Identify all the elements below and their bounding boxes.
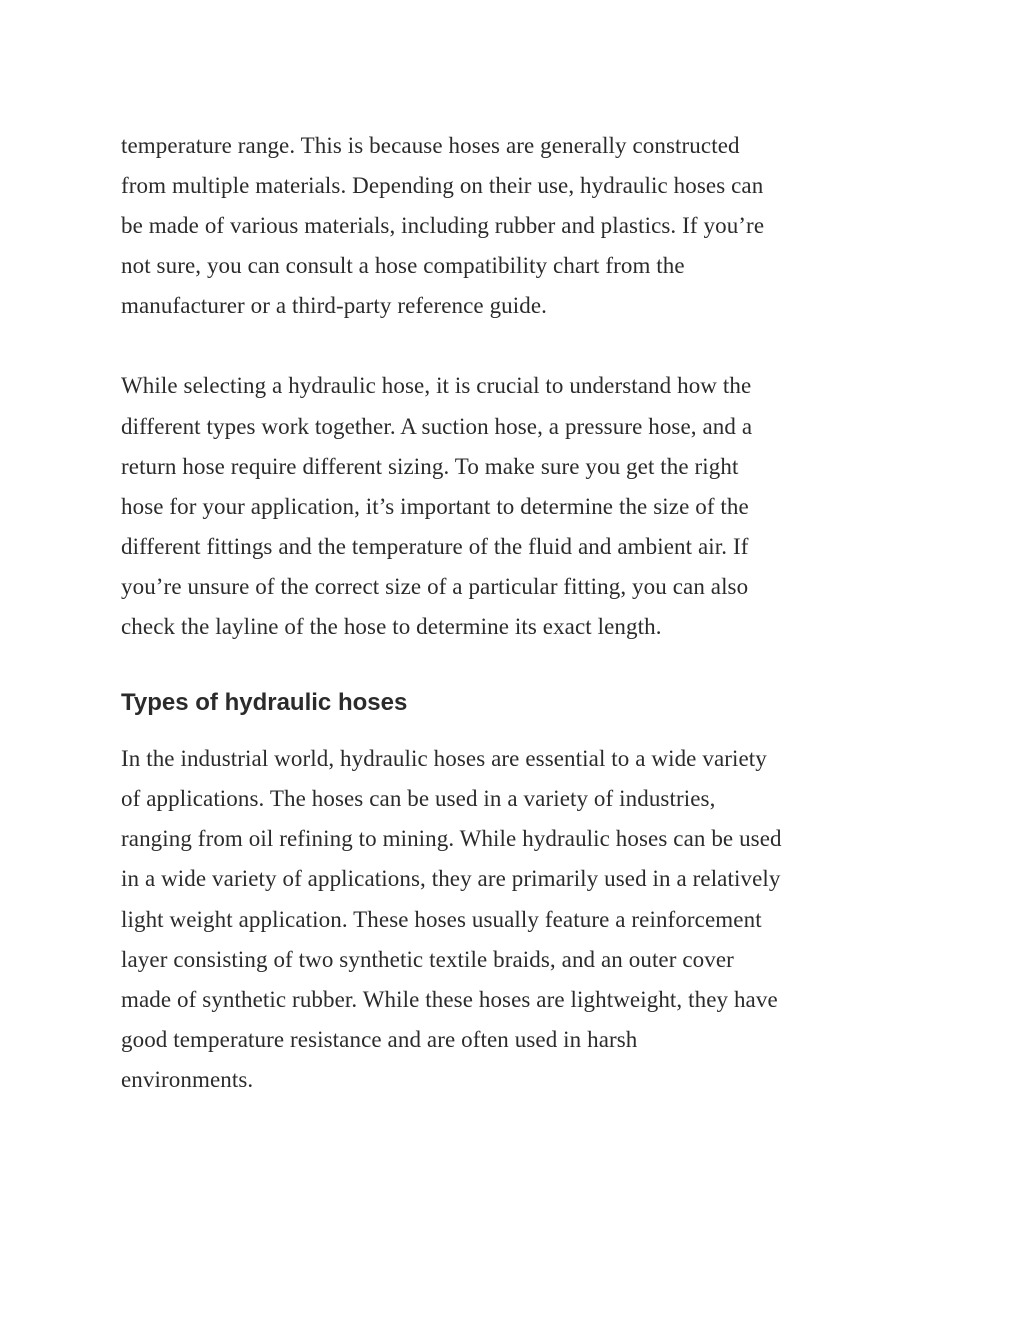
- text-line: check the layline of the hose to determine its exact length.: [121, 614, 662, 640]
- text-line: manufacturer or a third-party reference guide.: [121, 293, 548, 319]
- text-line: layer consisting of two synthetic textile braids, and an outer cover: [121, 946, 734, 972]
- text-line: not sure, you can consult a hose compatibility chart from the: [121, 253, 685, 279]
- text-line: different types work together. A suction hose, a pressure hose, and a: [121, 413, 753, 439]
- text-line: from multiple materials. Depending on their use, hydraulic hoses can: [121, 173, 764, 199]
- text-line: ranging from oil refining to mining. While hydraulic hoses can be used: [121, 826, 782, 852]
- text-line: In the industrial world, hydraulic hoses are essential to a wide variety: [121, 746, 767, 772]
- section-heading: Types of hydraulic hoses: [121, 689, 408, 717]
- text-line: be made of various materials, including rubber and plastics. If you’re: [121, 213, 765, 239]
- paragraph-spacer: [121, 326, 911, 366]
- text-line: you’re unsure of the correct size of a particular fitting, you can also: [121, 573, 749, 599]
- text-line: While selecting a hydraulic hose, it is crucial to understand how the: [121, 373, 752, 399]
- text-line: in a wide variety of applications, they are primarily used in a relatively: [121, 866, 781, 892]
- text-line: light weight application. These hoses usually feature a reinforcement: [121, 906, 762, 932]
- document-page: [121, 126, 911, 1100]
- paragraph-selecting-hose: [121, 366, 911, 647]
- text-line: environments.: [121, 1066, 254, 1092]
- paragraph-types-of-hoses: [121, 739, 911, 1100]
- text-line: good temperature resistance and are often used in harsh: [121, 1026, 638, 1052]
- text-line: return hose require different sizing. To make sure you get the right: [121, 453, 739, 479]
- text-line: of applications. The hoses can be used in a variety of industries,: [121, 786, 716, 812]
- text-line: temperature range. This is because hoses are generally constructed: [121, 133, 740, 158]
- text-line: different fittings and the temperature of the fluid and ambient air. If: [121, 533, 749, 559]
- paragraph-temperature-range: [121, 126, 911, 326]
- text-line: made of synthetic rubber. While these hoses are lightweight, they have: [121, 986, 778, 1012]
- text-line: hose for your application, it’s important to determine the size of the: [121, 493, 749, 519]
